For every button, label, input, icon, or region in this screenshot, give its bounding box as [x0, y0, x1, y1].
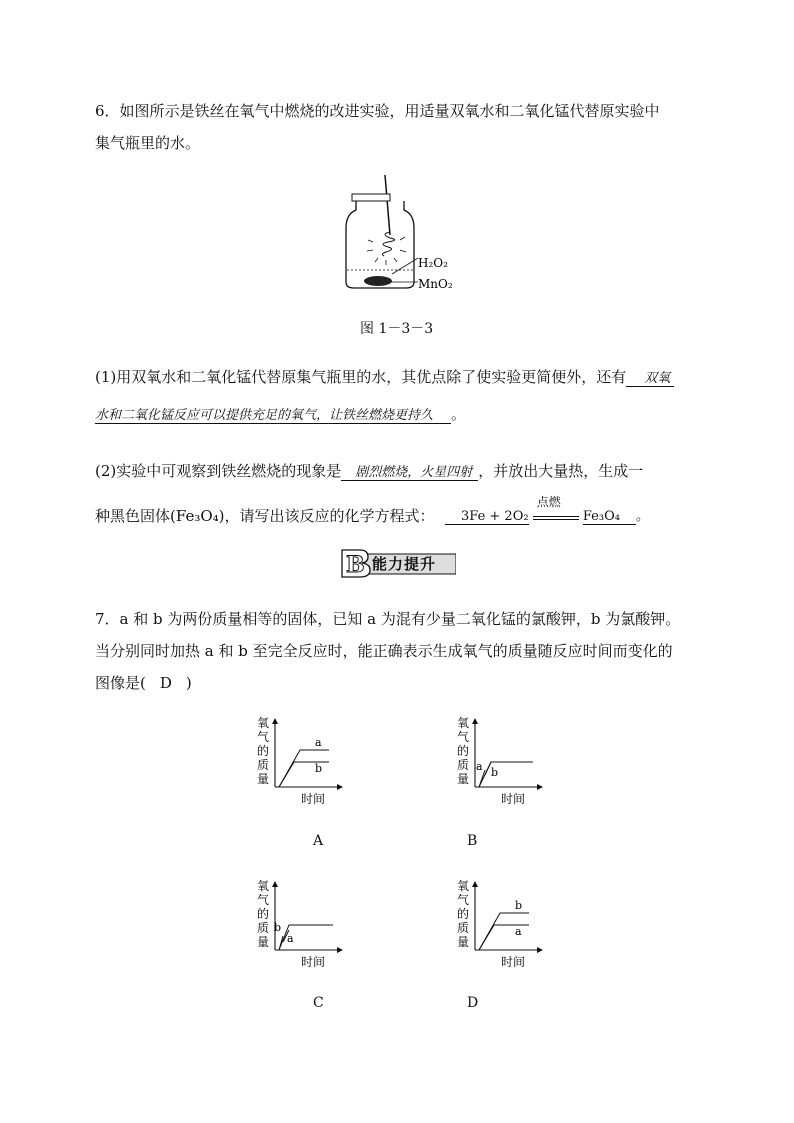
graph-ylabel-char: 的 [457, 744, 470, 758]
q6-part2-answer: 剧烈燃烧，火星四射 [341, 465, 478, 481]
badge-text: 能力提升 [372, 555, 437, 573]
q7-answer: D [159, 674, 172, 692]
q6-part2-suffix: ，并放出大量热，生成一 [478, 462, 644, 480]
figure-caption: 图 1－3－3 [360, 321, 434, 337]
q7-stem-line3-prefix: 图像是( [95, 674, 146, 692]
graph-ylabel-char: 气 [457, 893, 470, 907]
series-label: b [315, 762, 323, 775]
graph-ylabel-char: 氧 [457, 716, 470, 730]
series-label: b [515, 899, 523, 912]
graph-ylabel-char: 质 [257, 921, 270, 935]
equation-condition: 点燃 [536, 495, 561, 509]
badge-letter: B [346, 552, 365, 578]
graph-option-a [255, 715, 365, 810]
graph-xlabel: 时间 [301, 792, 326, 806]
q6-part2-line2-prefix: 种黑色固体(Fe₃O₄)，请写出该反应的化学方程式： [95, 507, 435, 525]
graph-ylabel-char: 气 [257, 893, 270, 907]
graph-ylabel-char: 氧 [257, 879, 270, 893]
q6-part1-answer-a: 双氧 [626, 371, 674, 387]
graph-ylabel-char: 量 [457, 935, 470, 949]
graph-ylabel-char: 质 [457, 758, 470, 772]
graph-option-d [455, 878, 565, 973]
graph-option-b [455, 715, 565, 810]
chemical-equation [445, 495, 649, 524]
series-label: b [491, 766, 499, 779]
q7-stem-line2: 当分别同时加热 a 和 b 至完全反应时，能正确表示生成氧气的质量随反应时间而变化的 [95, 642, 673, 660]
series-line [279, 936, 283, 950]
series-label: a [515, 925, 522, 938]
label-h2o2: H₂O₂ [418, 256, 448, 270]
series-line [479, 762, 533, 787]
graph-ylabel-char: 气 [457, 730, 470, 744]
graph-ylabel-char: 的 [457, 907, 470, 921]
graph-option-c [255, 878, 365, 973]
x-axis-arrow [537, 947, 543, 953]
q6-part2-line2 [95, 505, 435, 526]
q6-part1-line2 [95, 403, 466, 424]
series-label: a [287, 932, 294, 945]
q7-stem-line3 [95, 672, 192, 693]
graph-ylabel-char: 质 [257, 758, 270, 772]
graph-ylabel-char: 氧 [257, 716, 270, 730]
jar-figure [330, 170, 470, 300]
series-label: b [274, 921, 282, 934]
y-axis-arrow [472, 718, 478, 724]
label-mno2: MnO₂ [418, 277, 453, 291]
option-label-a: A [313, 833, 324, 849]
series-label: a [315, 736, 322, 749]
x-axis-arrow [337, 947, 343, 953]
equation-right: Fe₃O₄ [583, 509, 636, 525]
graph-xlabel: 时间 [501, 792, 526, 806]
graph-xlabel: 时间 [301, 955, 326, 969]
equation-arrow [533, 495, 579, 520]
option-label-c: C [313, 995, 324, 1011]
graph-ylabel-char: 的 [257, 744, 270, 758]
q6-part1-line1 [95, 366, 674, 387]
graph-ylabel-char: 的 [257, 907, 270, 921]
q6-part2-end: 。 [635, 509, 649, 524]
q7-stem-line1: 7．a 和 b 为两份质量相等的固体，已知 a 为混有少量二氧化锰的氯酸钾，b 为氯酸钾。 [95, 610, 681, 628]
x-axis-arrow [337, 784, 343, 790]
graph-xlabel: 时间 [501, 955, 526, 969]
option-label-d: D [467, 995, 479, 1011]
q6-part2-prefix: (2)实验中可观察到铁丝燃烧的现象是 [95, 462, 342, 480]
graph-ylabel-char: 量 [257, 935, 270, 949]
y-axis-arrow [272, 881, 278, 887]
q6-stem-line2: 集气瓶里的水。 [95, 134, 201, 152]
equation-left: 3Fe + 2O₂ [445, 509, 529, 525]
graph-ylabel-char: 气 [257, 730, 270, 744]
graph-ylabel-char: 氧 [457, 879, 470, 893]
q6-stem-line1: 6．如图所示是铁丝在氧气中燃烧的改进实验，用适量双氧水和二氧化锰代替原实验中 [95, 102, 660, 120]
q6-part2-line1 [95, 460, 643, 481]
graph-ylabel-char: 量 [257, 772, 270, 786]
y-axis-arrow [272, 718, 278, 724]
q6-part1-end: 。 [451, 405, 467, 423]
y-axis-arrow [472, 881, 478, 887]
q7-stem-line3-suffix: ) [185, 674, 192, 692]
series-label: a [476, 760, 483, 773]
graph-ylabel-char: 质 [457, 921, 470, 935]
graph-ylabel-char: 量 [457, 772, 470, 786]
q6-part1-answer-b: 水和二氧化锰反应可以提供充足的氧气，让铁丝燃烧更持久 [95, 408, 451, 424]
q6-part1-text: (1)用双氧水和二氧化锰代替原集气瓶里的水，其优点除了使实验更简便外，还有 [95, 368, 627, 386]
option-label-b: B [467, 833, 478, 849]
x-axis-arrow [537, 784, 543, 790]
